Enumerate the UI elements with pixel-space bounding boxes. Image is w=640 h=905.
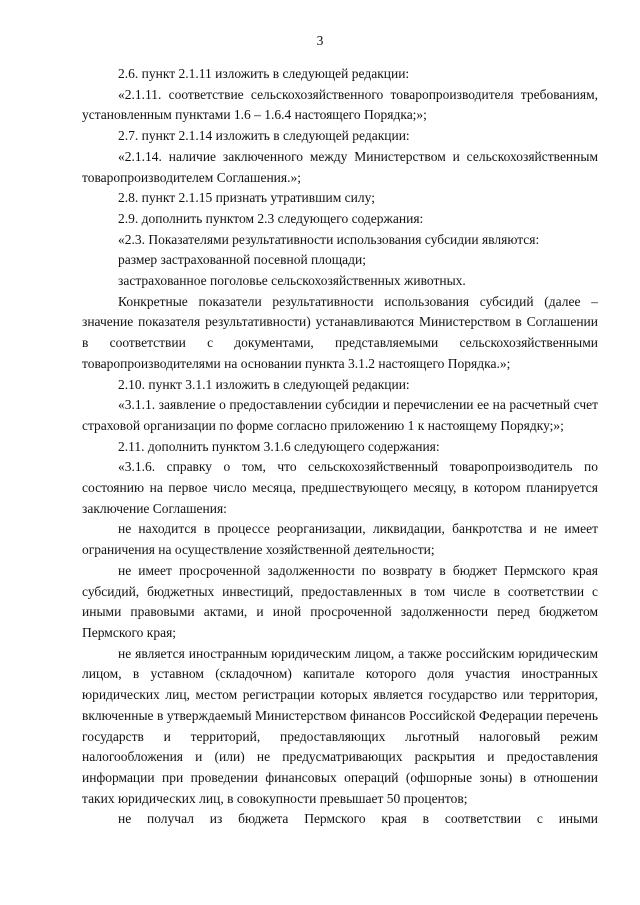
paragraph-2-10: 2.10. пункт 3.1.1 изложить в следующей редакции:: [118, 376, 410, 392]
paragraph-not-in-reorganization: не находится в процессе реорганизации, ликвидации, банкротства и не имеет ограничения на осуществление хозяйственной деятельности;: [82, 521, 598, 558]
paragraph-2-3-text: «2.3. Показателями результативности использования субсидии являются:: [118, 231, 540, 247]
paragraph-2-11: 2.11. дополнить пунктом 3.1.6 следующего содержания:: [118, 438, 440, 454]
paragraph-2-1-14-text: «2.1.14. наличие заключенного между Министерством и сельскохозяйственным товаропроизводителем Соглашения.»;: [82, 148, 598, 185]
paragraph-no-overdue-debt: не имеет просроченной задолженности по возврату в бюджет Пермского края субсидий, бюджетных инвестиций, предоставленных в том числе в соответствии с иными правовыми актами, и иной просроченной задолженности перед бюджетом Пермского края;: [82, 562, 598, 640]
paragraph-insured-livestock: застрахованное поголовье сельскохозяйственных животных.: [118, 273, 466, 289]
paragraph-2-6: 2.6. пункт 2.1.11 изложить в следующей редакции:: [118, 66, 410, 81]
paragraph-not-foreign-entity: не является иностранным юридическим лицом, а также российским юридическим лицом, в уставном (складочном) капитале которого доля участия иностранных юридических лиц, местом регистрации которых является государство или территория, включенные в утверждаемый Министерством финансов Российской Федерации перечень государств и территорий, предоставляющих льготный налоговый режим налогообложения и (или) не предусматривающих раскрытия и предоставления информации при проведении финансовых операций (офшорные зоны) в отношении таких юридических лиц, в совокупности превышает 50 процентов;: [82, 645, 598, 806]
page-number: 3: [316, 33, 324, 48]
paragraph-3-1-6-text: «3.1.6. справку о том, что сельскохозяйственный товаропроизводитель по состоянию на первое число месяца, предшествующего месяцу, в котором планируется заключение Соглашения:: [82, 459, 598, 516]
paragraph-3-1-1-text: «3.1.1. заявление о предоставлении субсидии и перечислении ее на расчетный счет страховой организации по форме согласно приложению 1 к настоящему Порядку;»;: [82, 397, 598, 433]
paragraph-2-1-11-text: «2.1.11. соответствие сельскохозяйственного товаропроизводителя требованиям, установленным пунктами 1.6 – 1.6.4 настоящего Порядка;»;: [82, 86, 598, 123]
paragraph-insured-area: размер застрахованной посевной площади;: [118, 252, 366, 268]
paragraph-2-8: 2.8. пункт 2.1.15 признать утратившим силу;: [118, 190, 375, 206]
document-body: [82, 64, 598, 830]
paragraph-specific-indicators: Конкретные показатели результативности использования субсидий (далее – значение показателя результативности) устанавливаются Министерством в Соглашении в соответствии с документами, представляемыми сельскохозяйственными товаропроизводителями на основании пункта 3.1.2 настоящего Порядка.»;: [82, 293, 598, 371]
paragraph-not-received-funds: не получал из бюджета Пермского края в соответствии с иными: [118, 811, 598, 827]
paragraph-2-9: 2.9. дополнить пунктом 2.3 следующего содержания:: [118, 210, 424, 226]
paragraph-2-7: 2.7. пункт 2.1.14 изложить в следующей редакции:: [118, 128, 410, 144]
